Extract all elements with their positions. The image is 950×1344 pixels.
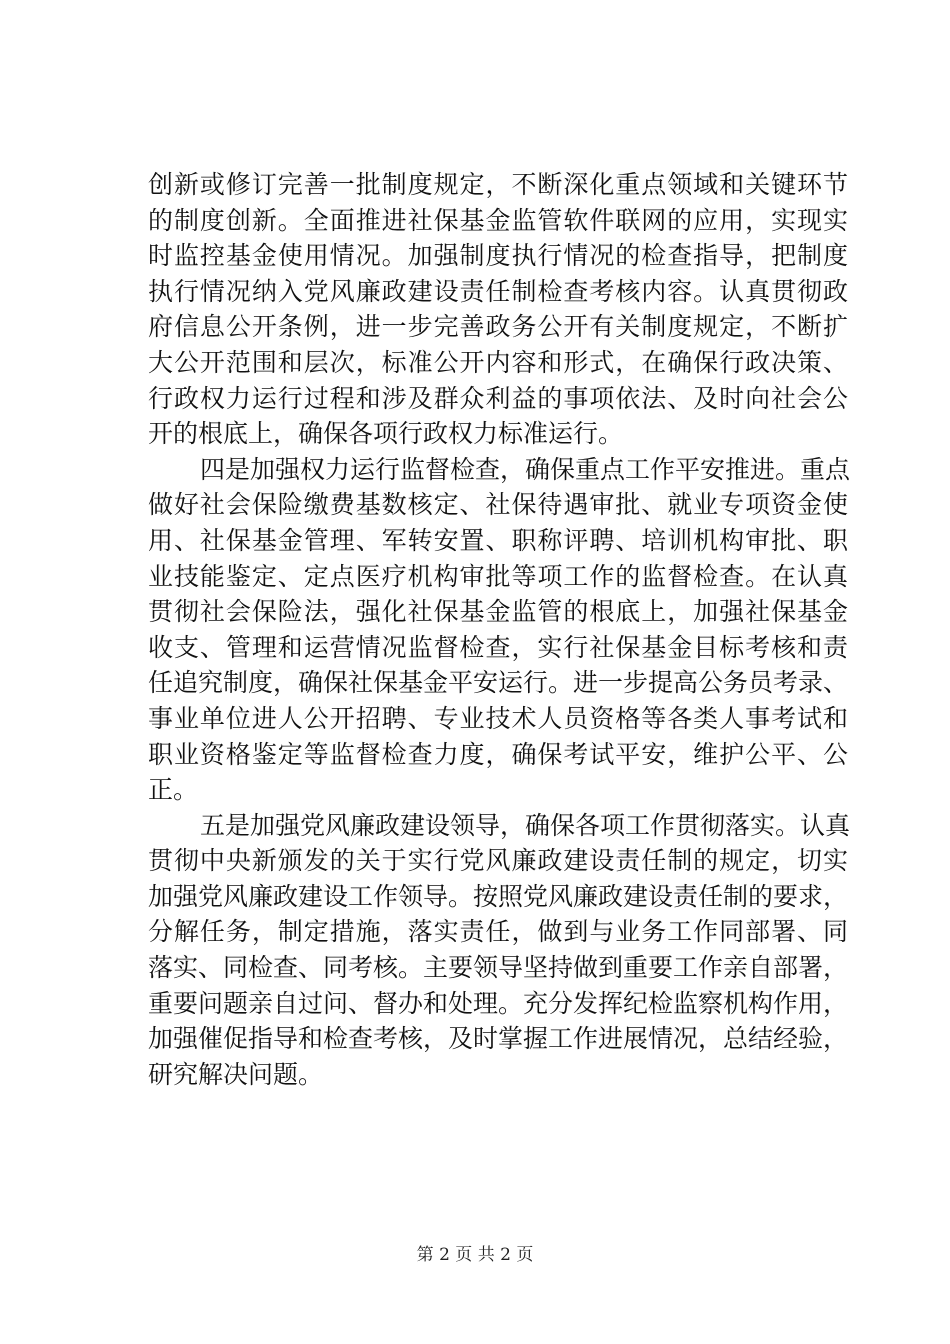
paragraph-1-line-5: 府信息公开条例，进一步完善政务公开有关制度规定，不断扩 <box>148 312 848 342</box>
paragraph-1-line-4: 执行情况纳入党风廉政建设责任制检查考核内容。认真贯彻政 <box>148 276 848 306</box>
paragraph-2-line-10: 正。 <box>148 775 199 805</box>
paragraph-3-line-1: 五是加强党风廉政建设领导，确保各项工作贯彻落实。认真 <box>200 810 851 840</box>
paragraph-1-line-8: 开的根底上，确保各项行政权力标准运行。 <box>148 419 624 449</box>
paragraph-3-line-3: 加强党风廉政建设工作领导。按照党风廉政建设责任制的要求， <box>148 881 849 911</box>
paragraph-2-line-1: 四是加强权力运行监督检查，确保重点工作平安推进。重点 <box>200 454 851 484</box>
paragraph-3-line-5: 落实、同检查、同考核。主要领导坚持做到重要工作亲自部署， <box>148 953 849 983</box>
paragraph-2-line-6: 收支、管理和运营情况监督检查，实行社保基金目标考核和责 <box>148 632 848 662</box>
paragraph-2-line-7: 任追究制度，确保社保基金平安运行。进一步提高公务员考录、 <box>148 668 849 698</box>
paragraph-2-line-5: 贯彻社会保险法，强化社保基金监管的根底上，加强社保基金 <box>148 597 848 627</box>
page-footer: 第 2 页 共 2 页 <box>416 1245 534 1265</box>
paragraph-2-line-4: 业技能鉴定、定点医疗机构审批等项工作的监督检查。在认真 <box>148 561 848 591</box>
paragraph-3-line-8: 研究解决问题。 <box>148 1059 324 1089</box>
paragraph-3-line-6: 重要问题亲自过问、督办和处理。充分发挥纪检监察机构作用， <box>148 988 849 1018</box>
paragraph-1-line-7: 行政权力运行过程和涉及群众利益的事项依法、及时向社会公 <box>148 383 848 413</box>
paragraph-3-line-2: 贯彻中央新颁发的关于实行党风廉政建设责任制的规定，切实 <box>148 846 848 876</box>
paragraph-3-line-4: 分解任务，制定措施，落实责任，做到与业务工作同部署、同 <box>148 917 848 947</box>
document-body <box>148 167 851 1092</box>
paragraph-1-line-3: 时监控基金使用情况。加强制度执行情况的检查指导，把制度 <box>148 241 848 271</box>
paragraph-3-line-7: 加强催促指导和检查考核，及时掌握工作进展情况，总结经验， <box>148 1024 849 1054</box>
paragraph-2-line-9: 职业资格鉴定等监督检查力度，确保考试平安，维护公平、公 <box>148 739 848 769</box>
paragraph-1-line-1: 创新或修订完善一批制度规定，不断深化重点领域和关键环节 <box>148 170 848 199</box>
paragraph-2-line-8: 事业单位进人公开招聘、专业技术人员资格等各类人事考试和 <box>148 703 848 733</box>
paragraph-2-line-3: 用、社保基金管理、军转安置、职称评聘、培训机构审批、职 <box>148 525 848 555</box>
paragraph-1-line-2: 的制度创新。全面推进社保基金监管软件联网的应用，实现实 <box>148 205 848 235</box>
paragraph-1-line-6: 大公开范围和层次，标准公开内容和形式，在确保行政决策、 <box>148 347 848 377</box>
paragraph-2-line-2: 做好社会保险缴费基数核定、社保待遇审批、就业专项资金使 <box>148 490 848 520</box>
